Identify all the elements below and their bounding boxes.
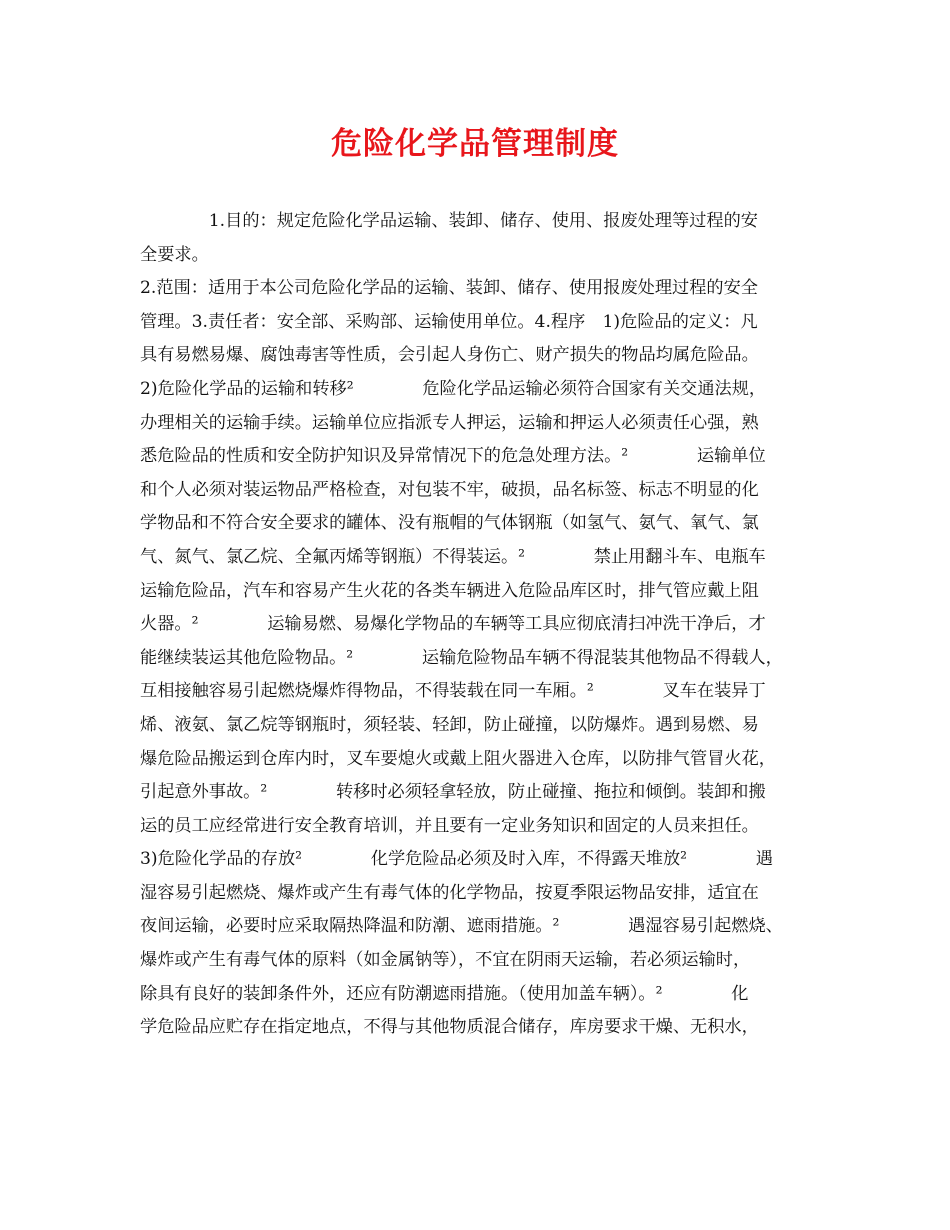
text-line: 运的员工应经常进行安全教育培训，并且要有一定业务知识和固定的人员来担任。 [140, 815, 759, 836]
text-line: 互相接触容易引起燃烧爆炸得物品，不得装载在同一车厢。² 叉车在装异丁 [140, 681, 766, 702]
text-line: 2)危险化学品的运输和转移² 危险化学品运输必须符合国家有关交通法规， [140, 378, 767, 399]
text-line: 火器。² 运输易燃、易爆化学物品的车辆等工具应彻底清扫冲洗干净后，才 [140, 614, 766, 635]
text-line: 具有易燃易爆、腐蚀毒害等性质，会引起人身伤亡、财产损失的物品均属危险品。 [140, 345, 759, 366]
text-line: 2.范围：适用于本公司危险化学品的运输、装卸、储存、使用报废处理过程的安全 [140, 278, 758, 299]
document-title: 危险化学品管理制度 [331, 126, 619, 162]
text-line: 湿容易引起燃烧、爆炸或产生有毒气体的化学物品，按夏季限运物品安排，适宜在 [140, 882, 759, 903]
text-line: 爆危险品搬运到仓库内时，叉车要熄火或戴上阻火器进入仓库，以防排气管冒火花， [140, 748, 776, 769]
text-line: 能继续装运其他危险物品。² 运输危险物品车辆不得混装其他物品不得载人， [140, 647, 783, 668]
text-line: 1.目的：规定危险化学品运输、装卸、储存、使用、报废处理等过程的安 [140, 211, 758, 231]
text-line: 爆炸或产生有毒气体的原料（如金属钠等），不宜在阴雨天运输，若必须运输时， [140, 950, 751, 971]
text-line: 管理。3.责任者：安全部、采购部、运输使用单位。4.程序 1)危险品的定义：凡 [140, 311, 758, 332]
text-line: 办理相关的运输手续。运输单位应指派专人押运，运输和押运人必须责任心强，熟 [140, 412, 759, 433]
text-line: 引起意外事故。² 转移时必须轻拿轻放，防止碰撞、拖拉和倾倒。装卸和搬 [140, 782, 766, 803]
text-line: 全要求。 [140, 244, 209, 265]
text-line: 烯、液氨、氯乙烷等钢瓶时，须轻装、轻卸，防止碰撞，以防爆炸。遇到易燃、易 [140, 714, 759, 735]
text-line: 悉危险品的性质和安全防护知识及异常情况下的危急处理方法。² 运输单位 [140, 446, 766, 467]
text-line: 运输危险品，汽车和容易产生火花的各类车辆进入危险品库区时，排气管应戴上阻 [140, 580, 759, 601]
text-line: 和个人必须对装运物品严格检查，对包装不牢，破损，品名标签、标志不明显的化 [140, 479, 759, 500]
text-line: 除具有良好的装卸条件外，还应有防潮遮雨措施。（使用加盖车辆）。² 化 [140, 983, 749, 1004]
text-line: 学危险品应贮存在指定地点，不得与其他物质混合储存，库房要求干燥、无积水， [140, 1017, 759, 1038]
text-line: 3)危险化学品的存放² 化学危险品必须及时入库，不得露天堆放² 遇 [140, 849, 773, 870]
document-body [140, 205, 820, 1045]
text-line: 气、氮气、氯乙烷、全氟丙烯等钢瓶）不得装运。² 禁止用翻斗车、电瓶车 [140, 546, 766, 567]
text-line: 夜间运输，必要时应采取隔热降温和防潮、遮雨措施。² 遇湿容易引起燃烧、 [140, 916, 783, 937]
text-line: 学物品和不符合安全要求的罐体、没有瓶帽的气体钢瓶（如氢气、氨气、氧气、氯 [140, 513, 759, 534]
